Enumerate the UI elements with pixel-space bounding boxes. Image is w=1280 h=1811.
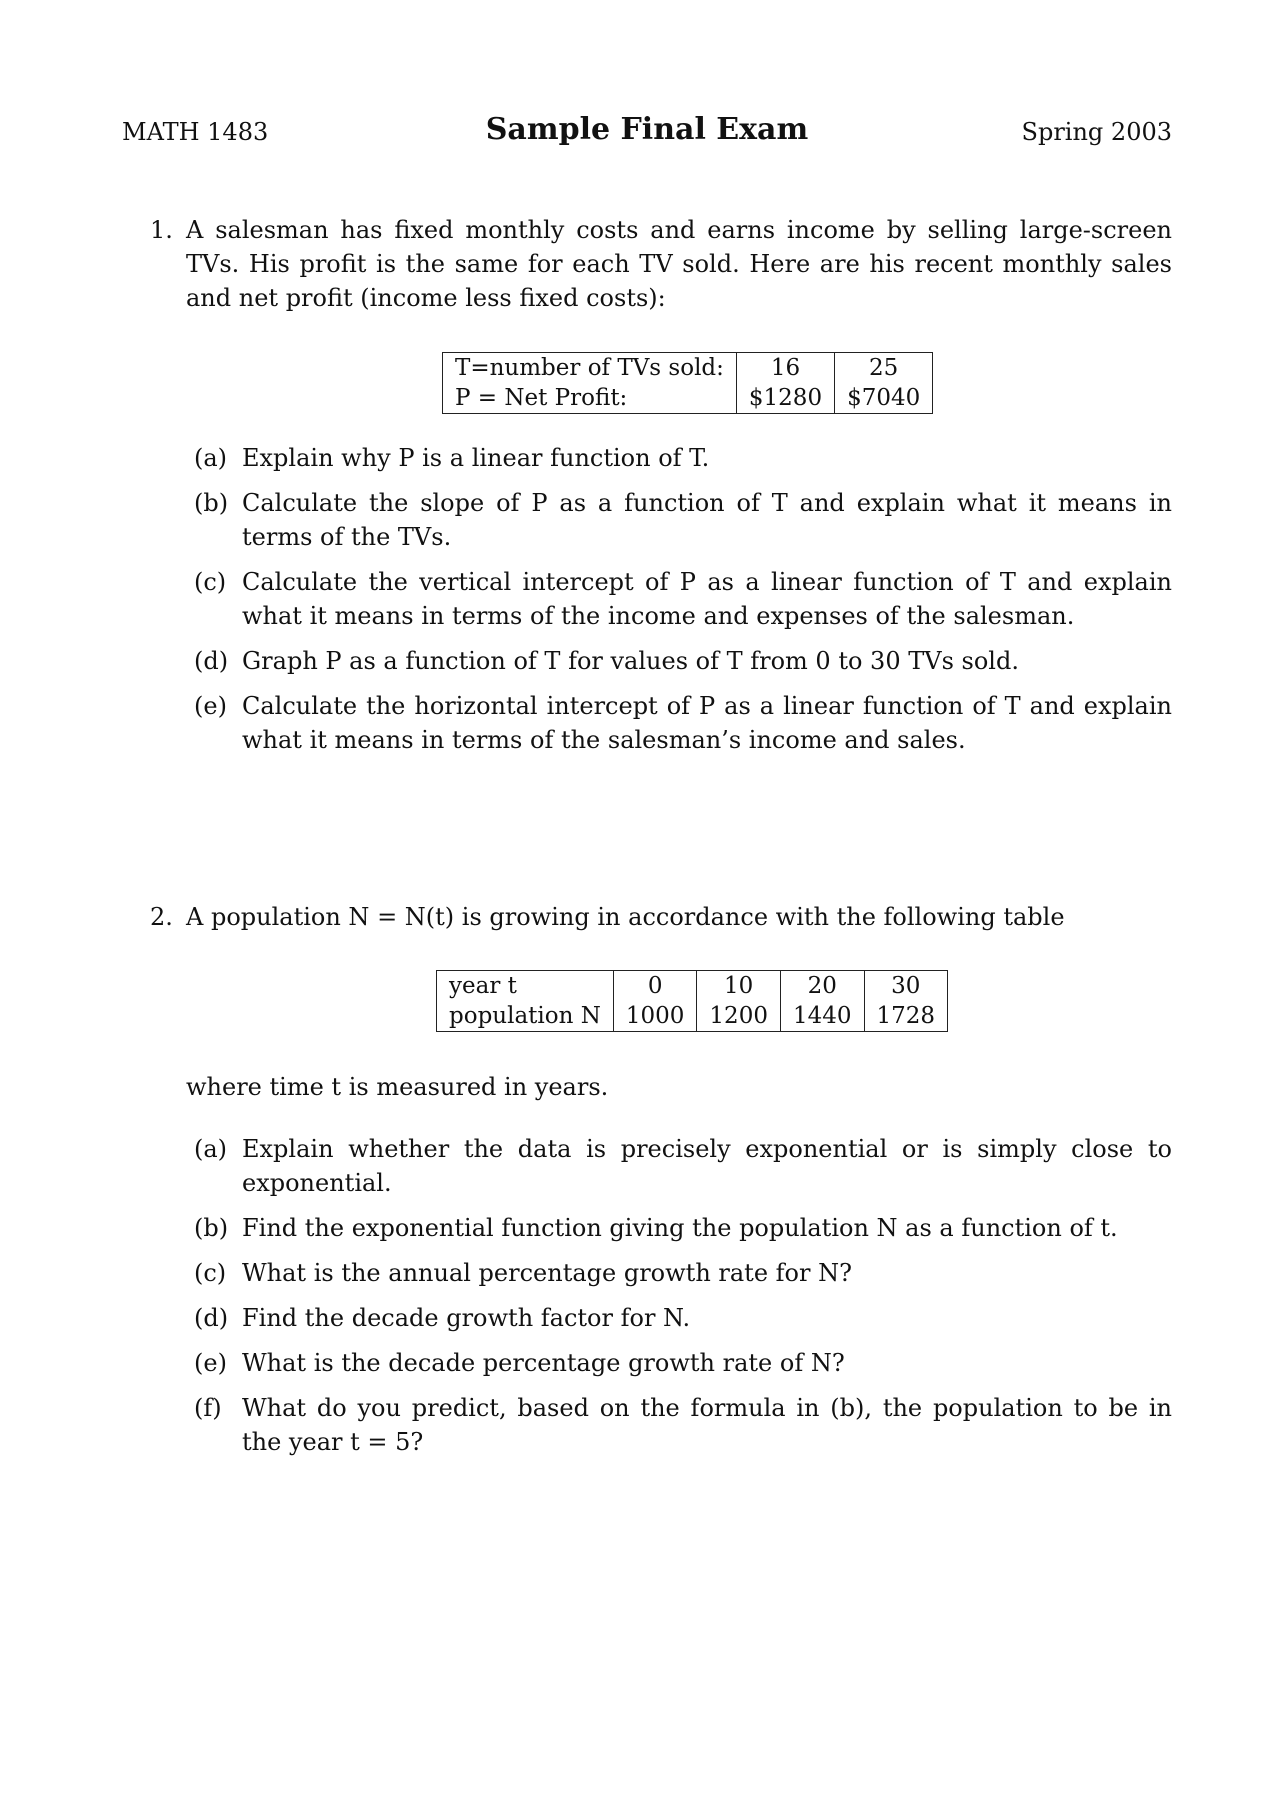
part-label: (b) [194,489,229,517]
question-part [194,1211,1172,1245]
question-part [194,565,1172,633]
problem-2-note: where time t is measured in years. [186,1073,609,1101]
part-text: What do you predict, based on the formula in (b), the population to be in the year t = 5? [242,1394,1172,1456]
table-cell: 0 [613,971,697,1002]
question-part [194,441,1172,475]
question-part [194,1256,1172,1290]
table-cell: 25 [835,353,933,384]
part-label: (c) [194,568,227,596]
part-label: (c) [194,1259,227,1287]
table-cell: 1000 [613,1001,697,1032]
table-label: T=number of TVs sold: [443,353,737,384]
question-part [194,1391,1172,1459]
page-title: Sample Final Exam [485,112,809,147]
tv-sales-table [442,352,933,414]
question-part [194,1301,1172,1335]
table-cell: 20 [780,971,864,1002]
part-text: Graph P as a function of T for values of T from 0 to 30 TVs sold. [242,647,1019,675]
table-label: year t [437,971,614,1002]
table-cell: 1200 [697,1001,781,1032]
part-label: (f) [194,1394,222,1422]
part-text: What is the decade percentage growth rate of N? [242,1349,845,1377]
term-label: Spring 2003 [1021,118,1172,146]
part-label: (a) [194,1135,228,1163]
page-header [122,112,1172,152]
question-part [194,1132,1172,1200]
problem-text: A population N = N(t) is growing in accordance with the following table [186,903,1065,931]
table-cell: 1440 [780,1001,864,1032]
part-text: Find the decade growth factor for N. [242,1304,691,1332]
part-text: What is the annual percentage growth rate for N? [242,1259,852,1287]
table-cell: 30 [864,971,948,1002]
problem-1 [150,213,1172,315]
table-label: population N [437,1001,614,1032]
table-cell: 10 [697,971,781,1002]
part-text: Calculate the horizontal intercept of P as a linear function of T and explain what it means in terms of the salesman’s income and sales. [242,692,1172,754]
part-label: (d) [194,1304,229,1332]
problem-text: A salesman has fixed monthly costs and earns income by selling large-screen TVs. His profit is the same for each TV sold. Here are his recent monthly sales and net profit (income less fixed costs): [186,216,1172,312]
question-part [194,1346,1172,1380]
table-row [437,1001,948,1032]
table-row [437,971,948,1002]
part-label: (e) [194,692,227,720]
problem-1-parts [194,441,1172,768]
table-row [443,383,933,414]
question-part [194,486,1172,554]
table-cell: 16 [736,353,834,384]
population-table [436,970,948,1032]
question-part [194,644,1172,678]
problem-number: 2. [150,903,173,931]
part-text: Find the exponential function giving the population N as a function of t. [242,1214,1118,1242]
part-label: (b) [194,1214,229,1242]
question-part [194,689,1172,757]
table-label: P = Net Profit: [443,383,737,414]
course-code: MATH 1483 [122,118,269,146]
table-cell: $7040 [835,383,933,414]
table-cell: 1728 [864,1001,948,1032]
part-text: Explain why P is a linear function of T. [242,444,710,472]
table-row [443,353,933,384]
problem-2 [150,900,1172,934]
table-cell: $1280 [736,383,834,414]
part-text: Explain whether the data is precisely exponential or is simply close to exponential. [242,1135,1172,1197]
problem-2-parts [194,1132,1172,1470]
part-label: (d) [194,647,229,675]
part-text: Calculate the vertical intercept of P as a linear function of T and explain what it means in terms of the income and expenses of the salesman. [242,568,1172,630]
part-label: (e) [194,1349,227,1377]
part-label: (a) [194,444,228,472]
part-text: Calculate the slope of P as a function of T and explain what it means in terms of the TVs. [242,489,1172,551]
problem-number: 1. [150,216,173,244]
